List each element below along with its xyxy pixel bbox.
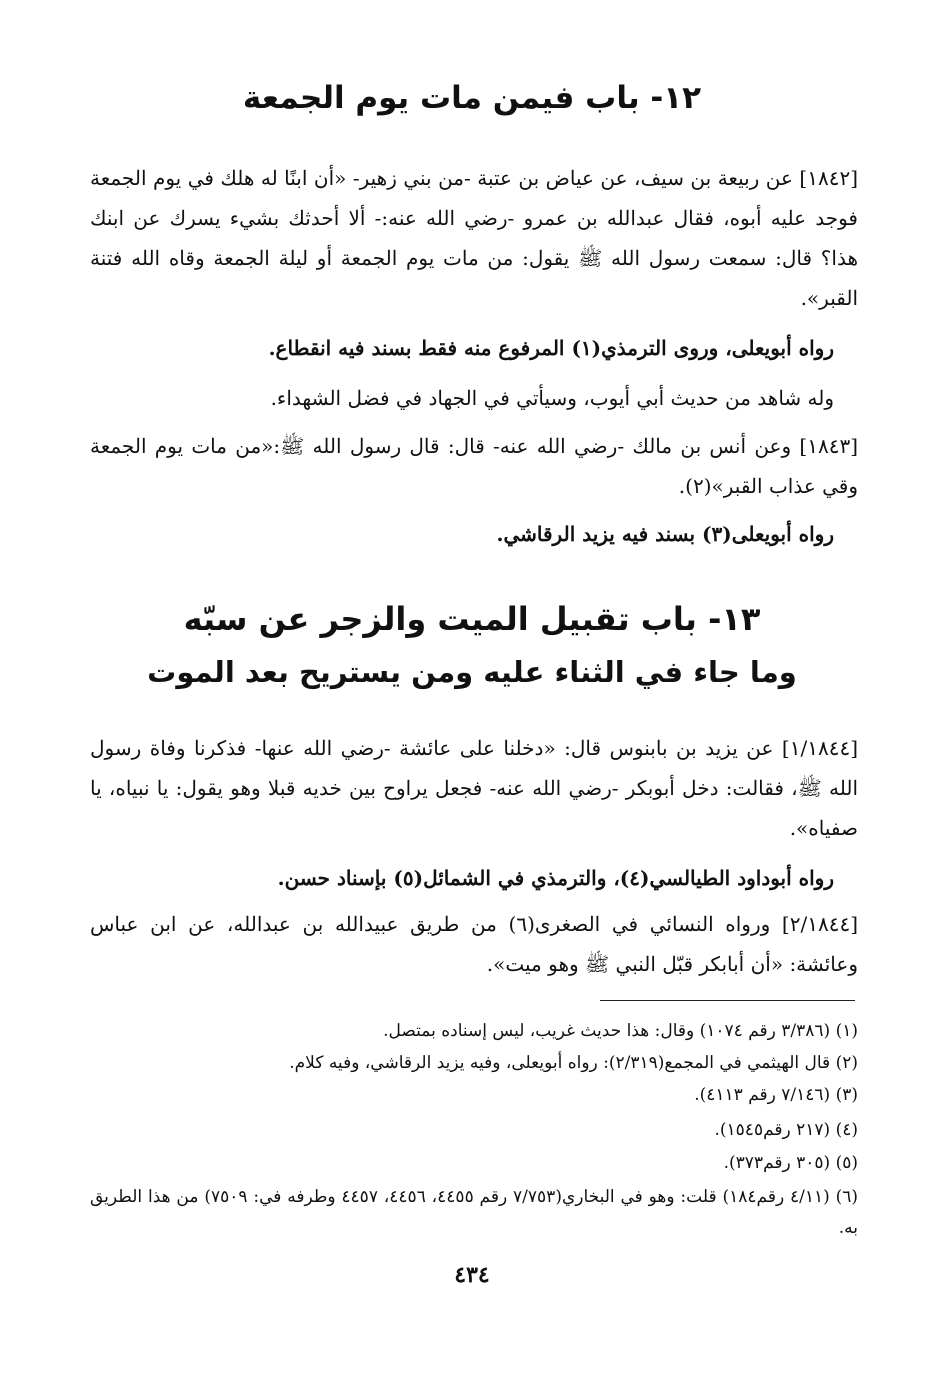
hadith-1843-source: رواه أبويعلى(٣) بسند فيه يزيد الرقاشي. (496, 522, 834, 546)
section-12-title: ١٢- باب فيمن مات يوم الجمعة (242, 80, 702, 116)
footnote-4: (٤) (٢١٧ رقم١٥٤٥). (714, 1120, 858, 1140)
hadith-1843: [١٨٤٣] وعن أنس بن مالك -رضي الله عنه- قال: قال رسول الله ﷺ:«من مات يوم الجمعة وقي عذاب القبر»(٢). (90, 434, 858, 498)
hadith-1842-source: رواه أبويعلى، وروى الترمذي(١) المرفوع منه فقط بسند فيه انقطاع. (268, 336, 834, 360)
hadith-1844-2: [٢/١٨٤٤] ورواه النسائي في الصغرى(٦) من طريق عبيدالله بن عبدالله، عن ابن عباس وعائشة: «أن أبابكر قبّل النبي ﷺ وهو ميت». (90, 912, 859, 976)
footnote-5: (٥) (٣٠٥ رقم٣٧٣). (723, 1153, 858, 1173)
hadith-1842: [١٨٤٢] عن ربيعة بن سيف، عن عياض بن عتبة -من بني زهير- «أن ابنًا له هلك في يوم الجمعة فوجد عليه أبوه، فقال عبدالله بن عمرو -رضي الله عنه:- ألا أحدثك بشيء يسرك عن ابنك هذا؟ قال: سمعت رسول الله ﷺ يقول: من مات يوم الجمعة أو ليلة الجمعة وقاه الله فتنة القبر». (90, 166, 858, 310)
footnote-1: (١) (٣/٣٨٦ رقم ١٠٧٤) وقال: هذا حديث غريب، ليس إسناده بمتصل. (383, 1021, 858, 1041)
hadith-1844-source: رواه أبوداود الطيالسي(٤)، والترمذي في الشمائل(٥) بإسناد حسن. (277, 866, 834, 890)
footnote-2: (٢) قال الهيثمي في المجمع(٢/٣١٩): رواه أبويعلى، وفيه يزيد الرقاشي، وفيه كلام. (289, 1053, 858, 1073)
page-number: ٤٣٤ (454, 1262, 490, 1288)
hadith-1844-1: [١/١٨٤٤] عن يزيد بن بابنوس قال: «دخلنا على عائشة -رضي الله عنها- فذكرنا وفاة رسول الله ﷺ، فقالت: دخل أبوبكر -رضي الله عنه- فجعل يراوح بين خديه قبلا وهو يقول: يا نبياه، يا صفياه». (90, 736, 858, 840)
hadith-1842-witness: وله شاهد من حديث أبي أيوب، وسيأتي في الجهاد في فضل الشهداء. (270, 386, 834, 410)
section-13-title-line1: ١٣- باب تقبيل الميت والزجر عن سبّه (183, 600, 761, 638)
footnote-3: (٣) (٧/١٤٦ رقم ٤١١٣). (694, 1085, 858, 1105)
section-13-title-line2: وما جاء في الثناء عليه ومن يستريح بعد الموت (147, 655, 797, 689)
footnote-6: (٦) (٤/١١ رقم١٨٤) قلت: وهو في البخاري(٧/٧٥٣ رقم ٤٤٥٥، ٤٤٥٦، ٤٤٥٧ وطرفه في: ٧٥٠٩) من هذا الطريق به. (90, 1187, 859, 1238)
footnote-divider (600, 1000, 855, 1001)
